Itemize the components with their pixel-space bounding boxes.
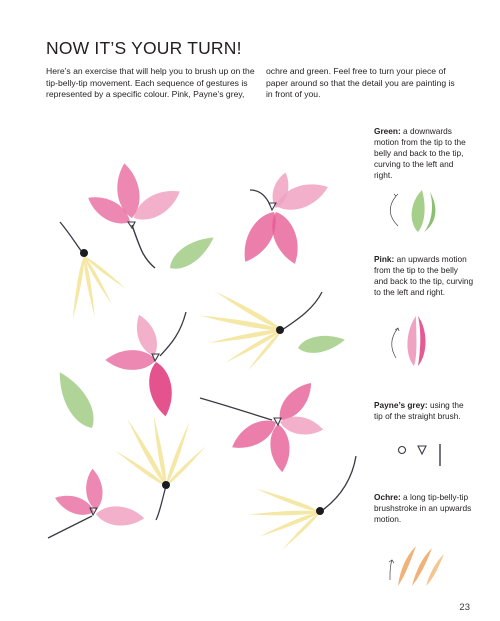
tip-label: Green: xyxy=(374,126,401,136)
tip-pink xyxy=(374,254,474,298)
pink-flower xyxy=(235,171,331,268)
ochre-flower xyxy=(199,289,322,371)
green-stroke-demo xyxy=(380,186,450,236)
tip-description: using the tip of the straight brush. xyxy=(374,400,464,421)
tip-description: a downwards motion from the tip to the belly and back to the tip, curving to the left and right. xyxy=(374,126,466,180)
tip-green xyxy=(374,126,474,181)
page-number: 23 xyxy=(459,602,470,613)
pink-flower xyxy=(48,468,145,538)
pink-flower xyxy=(105,312,186,418)
pink-flower xyxy=(200,377,325,473)
tip-description: an upwards motion from the tip to the belly and back to the tip, curving to the left and right. xyxy=(374,254,474,297)
tip-paynes-grey xyxy=(374,400,474,422)
pink-flower xyxy=(83,162,185,268)
intro-text-column-2: ochre and green. Feel free to turn your piece of paper around so that the detail you are painting is in front of you. xyxy=(266,66,455,99)
page-title: NOW IT’S YOUR TURN! xyxy=(46,38,242,58)
intro-text-column-1: Here’s an exercise that will help you to brush up on the tip-belly-tip movement. Each sequence of gestures is represented by a specific colour. Pink, Payne’s grey, xyxy=(46,66,255,99)
tip-label: Pink: xyxy=(374,254,395,264)
tip-description: a long tip-belly-tip brushstroke in an upwards motion. xyxy=(374,492,472,524)
ochre-flower xyxy=(114,415,207,520)
ochre-stroke-demo xyxy=(380,540,450,590)
tip-label: Payne’s grey: xyxy=(374,400,428,410)
tip-ochre xyxy=(374,492,474,525)
pink-stroke-demo xyxy=(380,312,450,372)
paynes-grey-stroke-demo xyxy=(380,438,450,474)
tip-label: Ochre: xyxy=(374,492,401,502)
ochre-flower xyxy=(249,456,356,550)
ochre-flower xyxy=(60,222,127,320)
